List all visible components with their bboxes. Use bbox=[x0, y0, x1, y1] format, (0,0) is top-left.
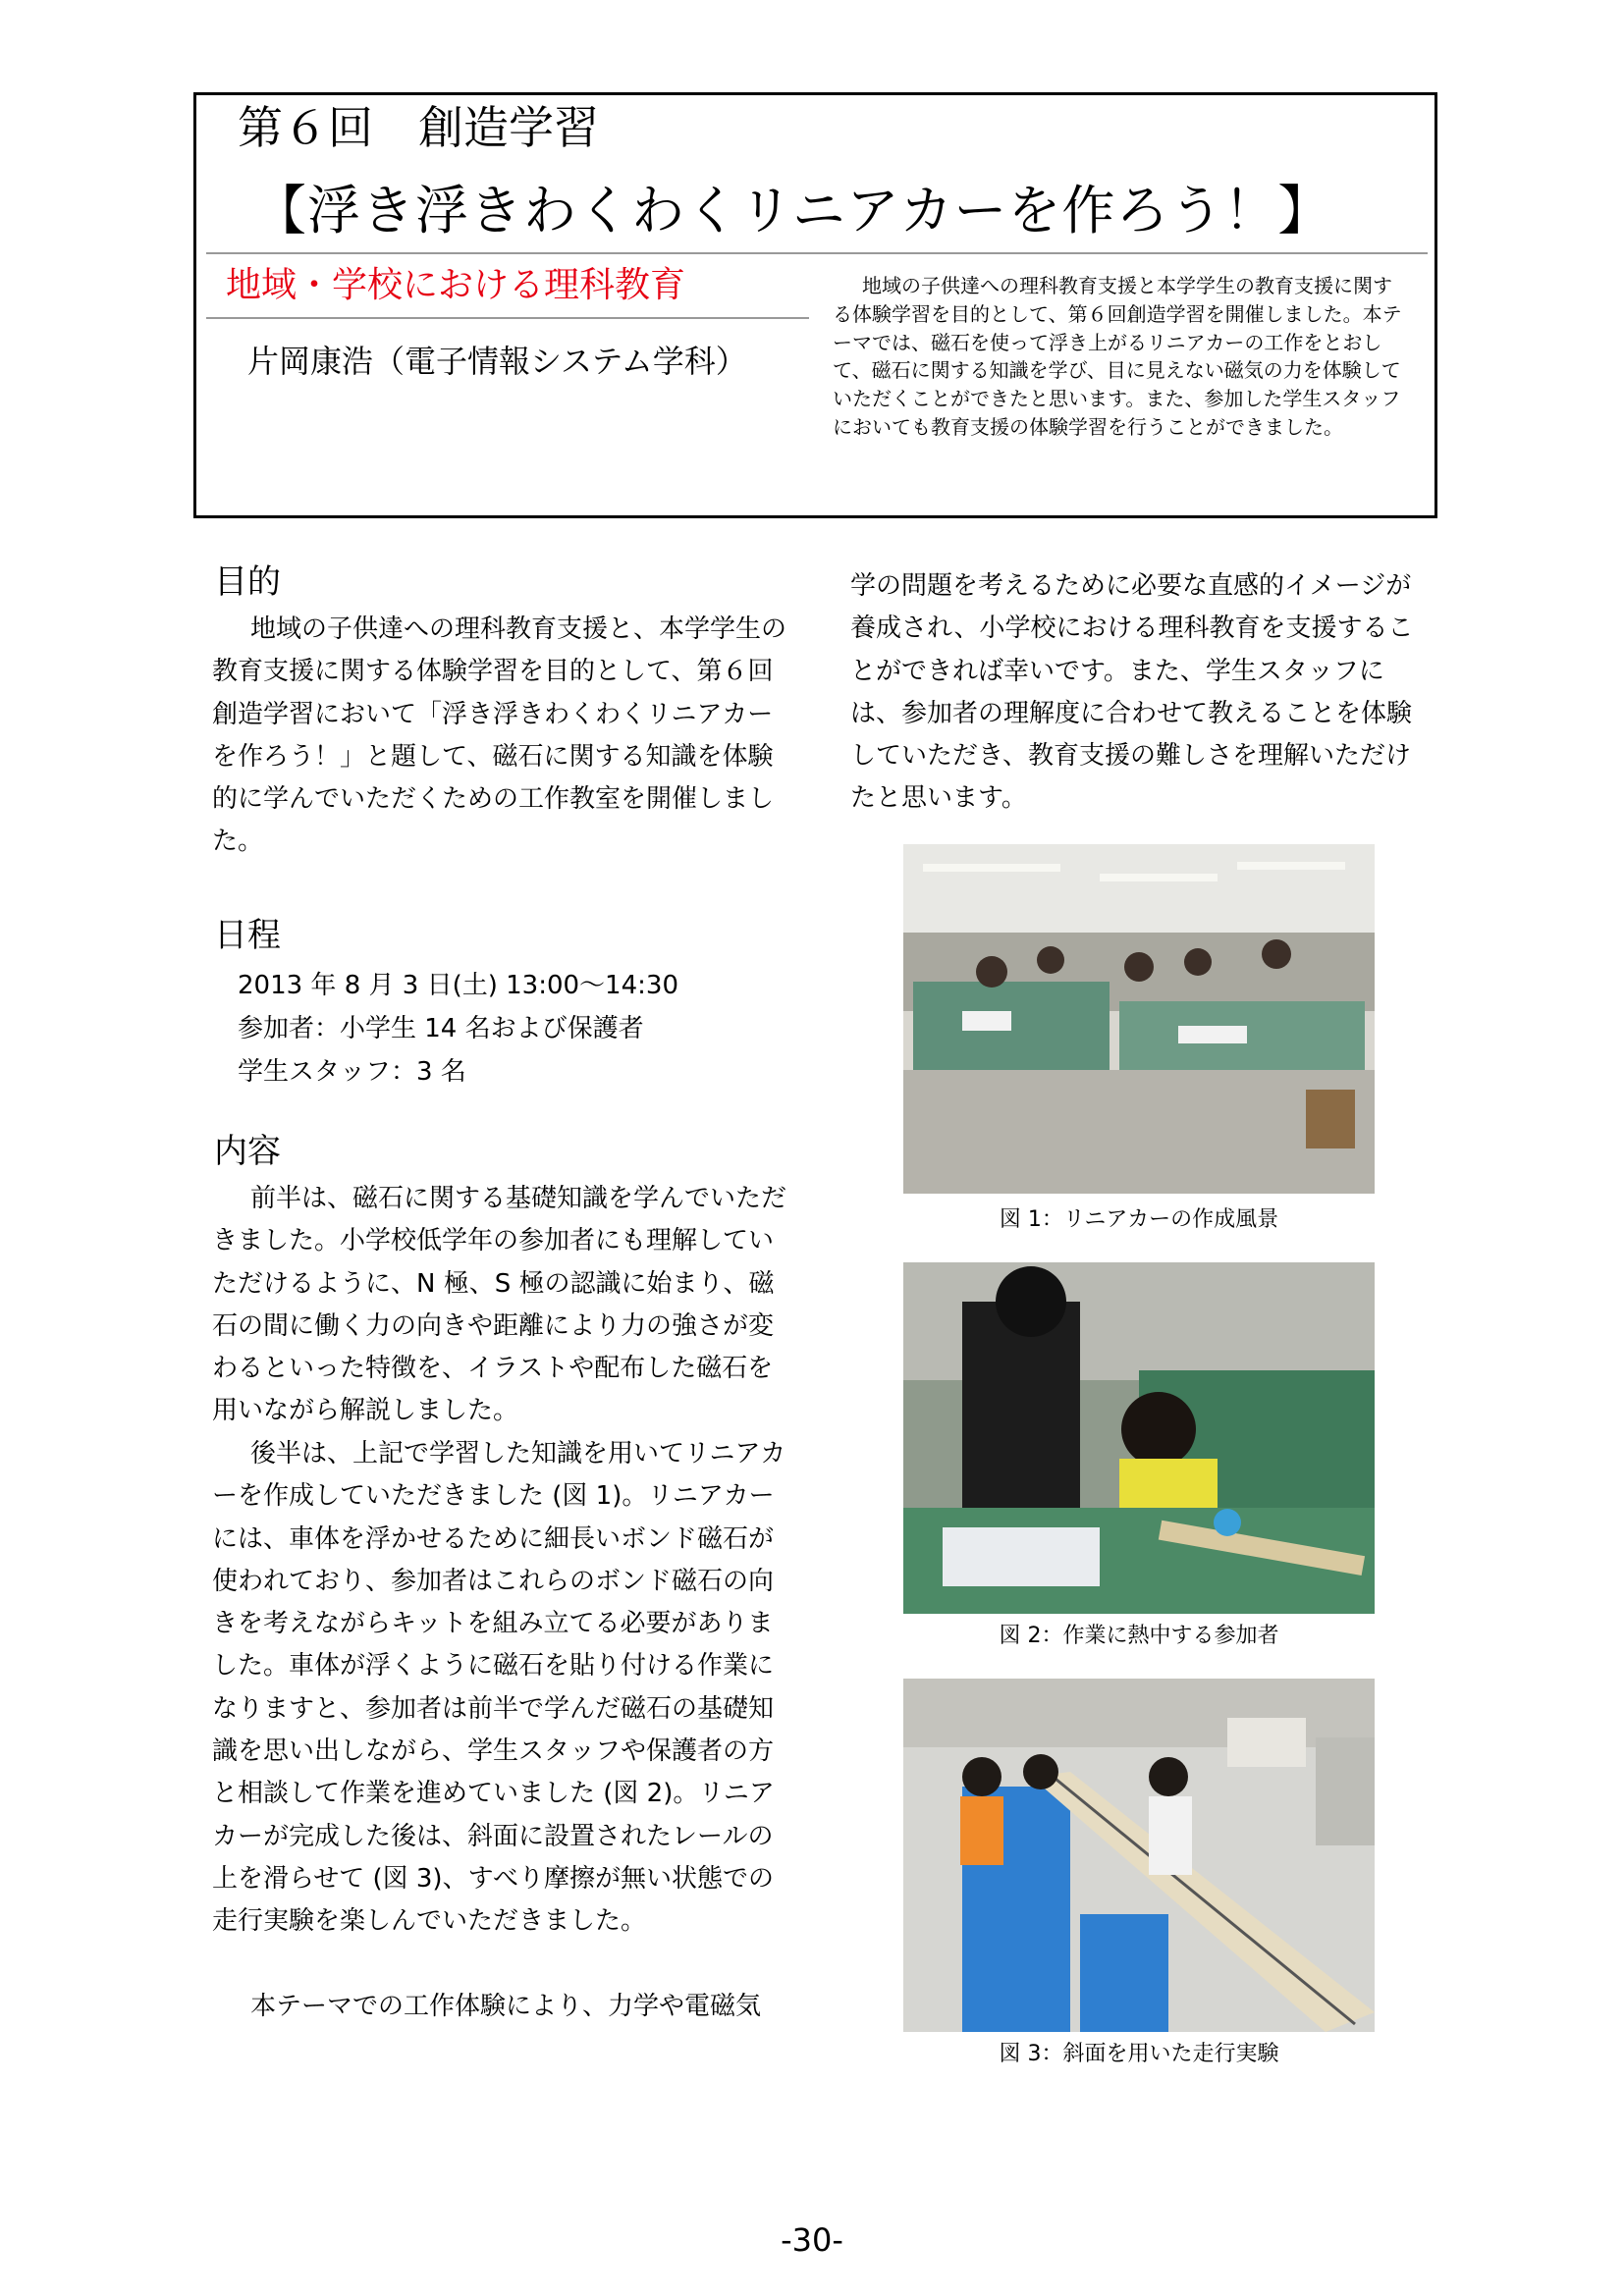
figure-3-photo bbox=[903, 1679, 1375, 2032]
schedule-heading: 日程 bbox=[214, 916, 281, 955]
content-paragraph-3-start: 本テーマでの工作体験により、力学や電磁気 bbox=[250, 1992, 762, 2021]
title-divider bbox=[206, 252, 1428, 254]
figure-3-caption: 図 3：斜面を用いた走行実験 bbox=[999, 2042, 1279, 2066]
schedule-participants: 参加者：小学生 14 名および保護者 bbox=[238, 1014, 644, 1043]
summary-abstract: 地域の子供達への理科教育支援と本学学生の教育支援に関する体験学習を目的として、第６回創造学習を開催しました。本テーマでは、磁石を使って浮き上がるリニアカーの工作をとおして、磁石に関する知識を学び、目に見えない磁気の力を体験していただくことができたと思います。また、参加した学生スタッフにおいても教育支援の体験学習を行うことができました。 bbox=[833, 274, 1402, 439]
schedule-list bbox=[238, 964, 787, 1094]
figure-1-photo bbox=[903, 844, 1375, 1194]
content-paragraph-3-continued: 学の問題を考えるために必要な直感的イメージが養成され、小学校における理科教育を支援することができれば幸いです。また、学生スタッフには、参加者の理解度に合わせて教えることを体験していただき、教育支援の難しさを理解いただけたと思います。 bbox=[850, 571, 1414, 814]
purpose-body: 地域の子供達への理科教育支援と、本学学生の教育支援に関する体験学習を目的として、第６回創造学習において「浮き浮きわくわくリニアカーを作ろう！」と題して、磁石に関する知識を体験的に学んでいただくための工作教室を開催しました。 bbox=[212, 614, 787, 857]
header-box bbox=[193, 92, 1437, 518]
category-divider bbox=[206, 317, 809, 319]
author: 片岡康浩（電子情報システム学科） bbox=[247, 343, 747, 380]
session-title: 第６回 創造学習 bbox=[238, 101, 599, 154]
category-label: 地域・学校における理科教育 bbox=[226, 265, 686, 305]
content-heading: 内容 bbox=[214, 1132, 281, 1171]
purpose-heading: 目的 bbox=[214, 562, 281, 602]
participants-working-image bbox=[903, 1262, 1375, 1614]
schedule-staff: 学生スタッフ：3 名 bbox=[238, 1057, 466, 1087]
figure-2-caption: 図 2：作業に熱中する参加者 bbox=[999, 1624, 1279, 1648]
classroom-scene-image bbox=[903, 844, 1375, 1194]
content-paragraph-1: 前半は、磁石に関する基礎知識を学んでいただきました。小学校低学年の参加者にも理解していただけるように、N 極、S 極の認識に始まり、磁石の間に働く力の向きや距離により力の強さが変わるといった特徴を、イラストや配布した磁石を用いながら解説しました。 bbox=[212, 1184, 787, 1426]
page-number: -30- bbox=[781, 2221, 843, 2259]
figure-2-photo bbox=[903, 1262, 1375, 1614]
slope-experiment-image bbox=[903, 1679, 1375, 2032]
content-paragraph-2: 後半は、上記で学習した知識を用いてリニアカーを作成していただきました (図 1)。リニアカーには、車体を浮かせるために細長いボンド磁石が使われており、参加者はこれらのボンド磁石の向きを考えながらキットを組み立てる必要がありました。車体が浮くように磁石を貼り付ける作業になりますと、参加者は前半で学んだ磁石の基礎知識を思い出しながら、学生スタッフや保護者の方と相談して作業を進めていました (図 2)。リニアカーが完成した後は、斜面に設置されたレールの上を滑らせて (図 3)、すべり摩擦が無い状態での走行実験を楽しんでいただきました。 bbox=[212, 1439, 786, 1937]
figure-1-caption: 図 1：リニアカーの作成風景 bbox=[999, 1207, 1279, 1232]
main-title: 【浮き浮きわくわくリニアカーを作ろう！】 bbox=[253, 180, 1332, 241]
schedule-date: 2013 年 8 月 3 日(土) 13:00～14:30 bbox=[238, 971, 678, 1000]
